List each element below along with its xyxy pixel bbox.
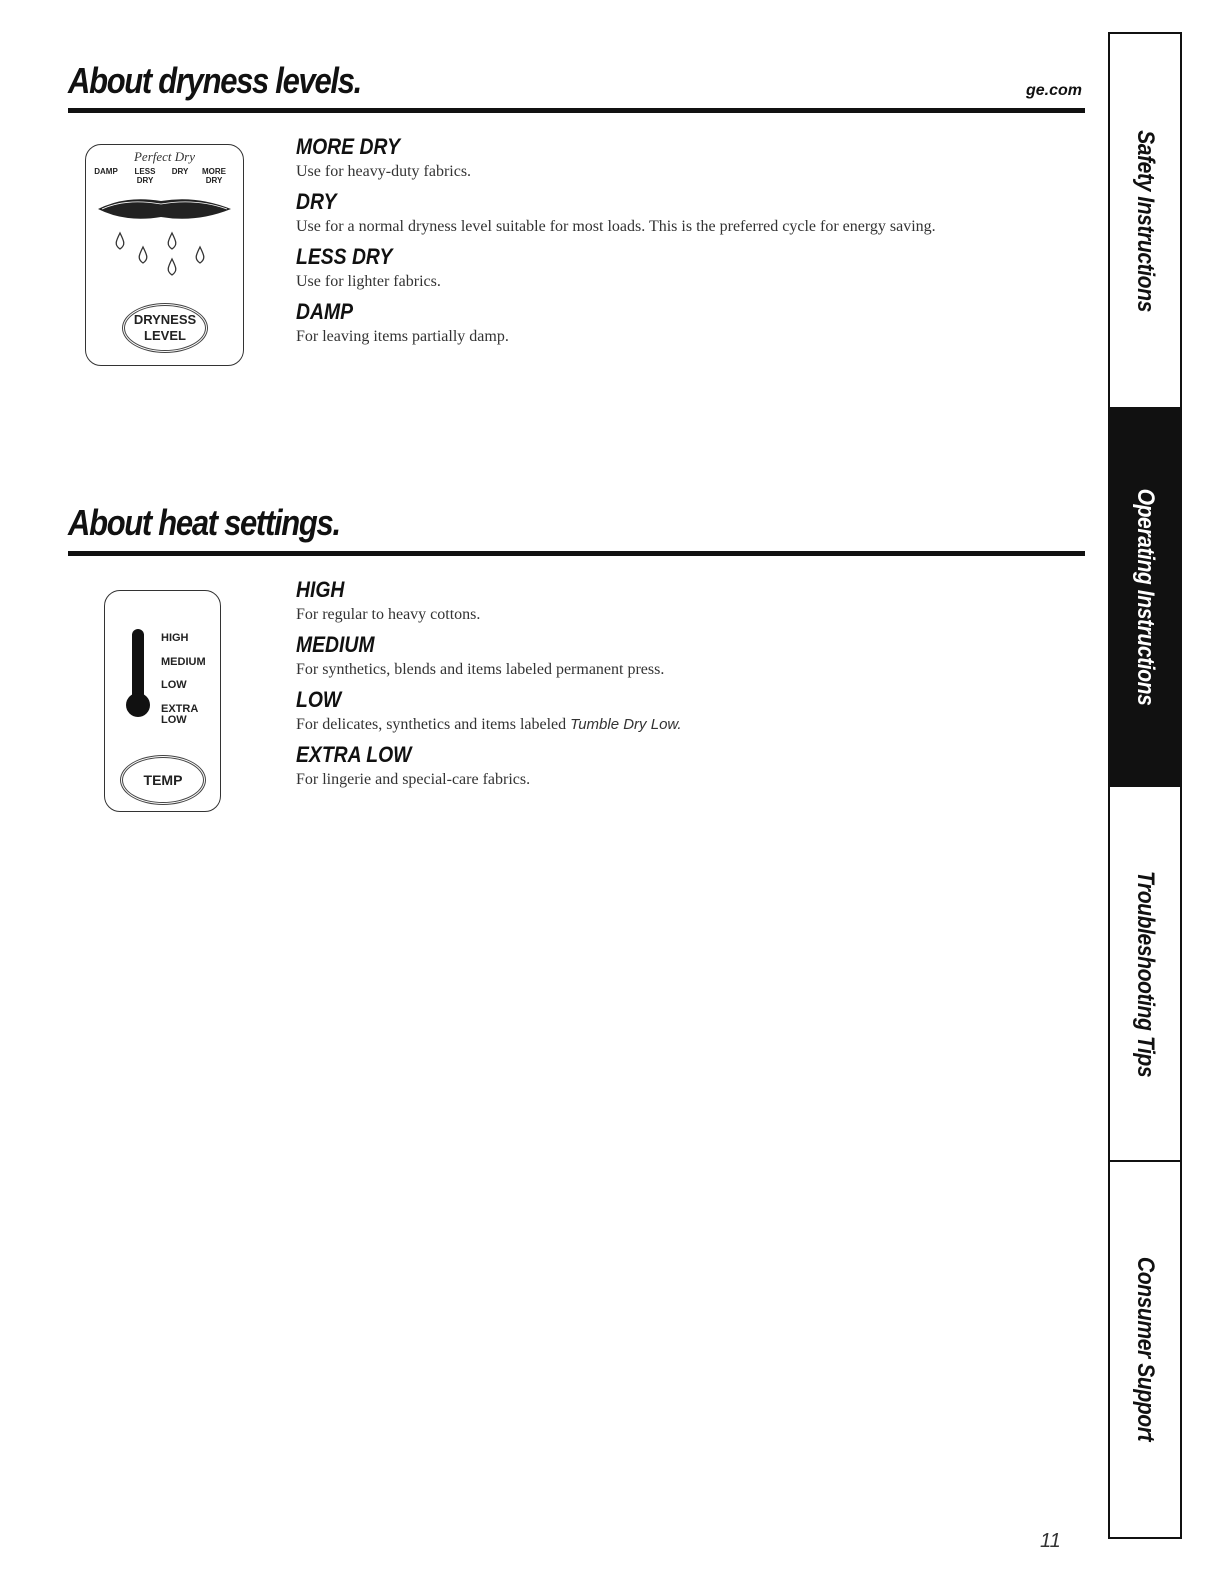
heat-label-high: HIGH — [161, 632, 189, 644]
tab-label: Consumer Support — [1132, 1256, 1159, 1441]
entry-title: LESS DRY — [296, 244, 393, 269]
entry-description: For synthetics, blends and items labeled permanent press. — [296, 661, 665, 678]
dryness-heading-rule — [68, 108, 1085, 113]
tab-label: Safety Instructions — [1132, 129, 1159, 312]
entry-description — [296, 713, 1016, 736]
entry-title: MEDIUM — [296, 632, 375, 657]
tab-consumer-support[interactable] — [1110, 1162, 1180, 1535]
heat-heading-rule — [68, 551, 1085, 556]
entry-description-text: For delicates, synthetics and items labeled — [296, 716, 567, 733]
entry-title: HIGH — [296, 577, 345, 602]
entry-title: LOW — [296, 687, 342, 712]
entry-title: EXTRA LOW — [296, 742, 412, 767]
heat-label-low: LOW — [161, 679, 187, 691]
heat-entry-high — [296, 577, 1016, 626]
tab-label: Operating Instructions — [1132, 488, 1159, 706]
heat-heading: About heat settings. — [68, 502, 340, 543]
dryness-heading: About dryness levels. — [68, 60, 361, 101]
water-drops-icon — [116, 233, 204, 275]
entry-description: For regular to heavy cottons. — [296, 606, 481, 623]
page-number: 11 — [1040, 1530, 1061, 1552]
heat-label-medium: MEDIUM — [161, 656, 206, 668]
temp-button[interactable]: TEMP — [120, 755, 206, 805]
heat-entry-low — [296, 687, 1016, 736]
tab-safety-instructions[interactable] — [1110, 34, 1180, 409]
entry-description: Use for a normal dryness level suitable for most loads. This is the preferred cycle for energy saving. — [296, 218, 936, 235]
dryness-control-panel — [85, 144, 244, 366]
section-tabs — [1108, 32, 1182, 1539]
entry-description-emphasis: Tumble Dry Low. — [570, 716, 682, 733]
entry-description: Use for lighter fabrics. — [296, 273, 441, 290]
site-url: ge.com — [1025, 82, 1082, 99]
dryness-entry-less-dry — [296, 244, 1016, 293]
entry-description: For leaving items partially damp. — [296, 328, 509, 345]
entry-title: DAMP — [296, 299, 354, 324]
perfect-dry-label: Perfect Dry — [133, 149, 195, 164]
heat-control-panel — [104, 590, 221, 812]
entry-title: MORE DRY — [296, 134, 400, 159]
dryness-level-button[interactable]: DRYNESS LEVEL — [122, 303, 208, 353]
tab-operating-instructions[interactable] — [1110, 409, 1180, 787]
dryness-indicator-lights-icon — [98, 199, 231, 219]
dryness-entry-more-dry — [296, 134, 1016, 183]
heat-entry-extra-low — [296, 742, 1016, 791]
tab-label: Troubleshooting Tips — [1132, 870, 1159, 1077]
entry-description: Use for heavy-duty fabrics. — [296, 163, 472, 180]
heat-entries — [296, 577, 1016, 797]
dryness-entry-damp — [296, 299, 1016, 348]
heat-entry-medium — [296, 632, 1016, 681]
level-label-more-dry: MORE DRY — [202, 167, 226, 185]
entry-title: DRY — [296, 189, 337, 214]
entry-description: For lingerie and special-care fabrics. — [296, 771, 531, 788]
heat-label-extra-low: EXTRA LOW — [161, 703, 199, 726]
dryness-entries — [296, 134, 1016, 354]
level-label-damp: DAMP — [94, 167, 118, 176]
level-label-dry: DRY — [171, 167, 189, 176]
level-label-less-dry: LESS DRY — [134, 167, 156, 185]
tab-troubleshooting-tips[interactable] — [1110, 787, 1180, 1162]
dryness-entry-dry — [296, 189, 1016, 238]
